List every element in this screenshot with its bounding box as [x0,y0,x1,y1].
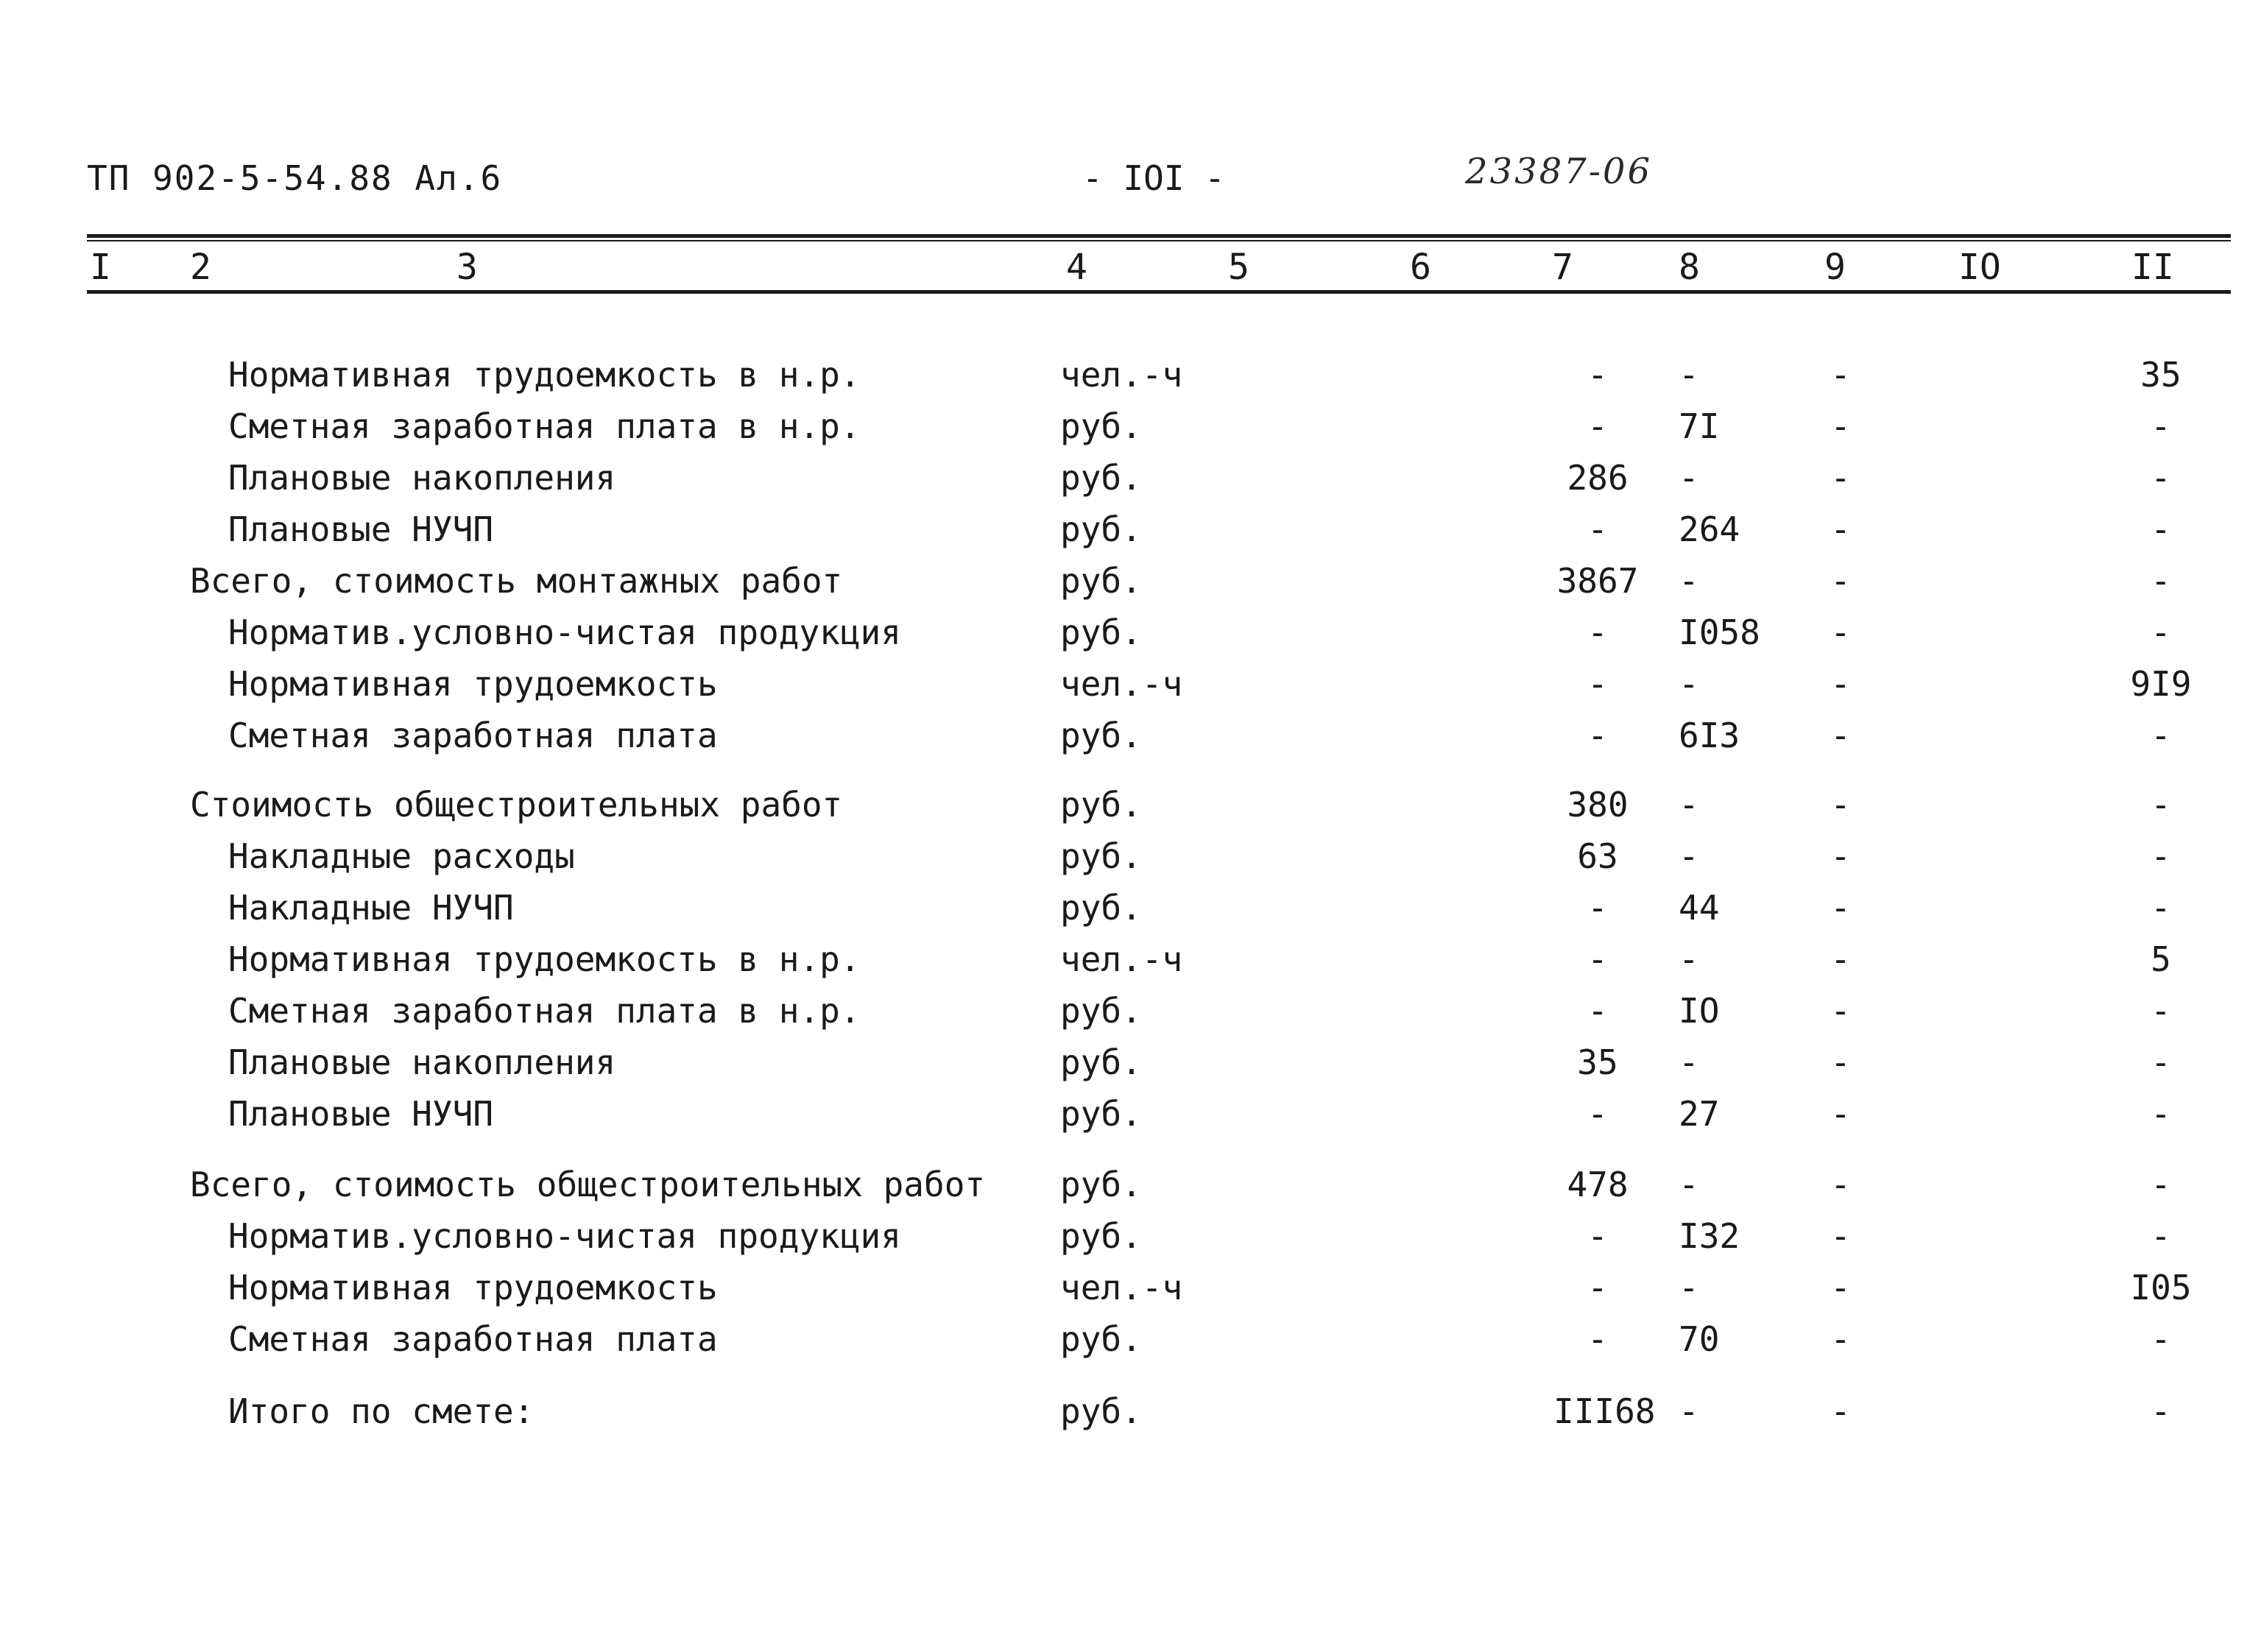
page-number: - IOI - [1082,158,1225,198]
row-col11-value: - [2151,785,2171,825]
row-name: Нормативная трудоемкость в н.р. [228,939,861,979]
row-name: Плановые накопления [228,458,616,498]
document-code: ТП 902-5-54.88 Ал.6 [87,158,503,198]
table-row [0,888,2261,939]
row-col9-value: - [1830,836,1851,876]
row-unit: руб. [1060,561,1142,601]
row-col8-value: - [1679,1268,1699,1307]
column-header: 8 [1679,247,1700,288]
table-row [0,1165,2261,1216]
row-col7-value: 35 [1577,1042,1618,1082]
row-name: Норматив.условно-чистая продукция [228,1216,901,1256]
row-col8-value: 264 [1679,509,1740,549]
row-col9-value: - [1830,1319,1851,1359]
row-name: Накладные расходы [228,836,575,876]
row-unit: руб. [1060,1391,1142,1431]
column-header: 7 [1552,247,1573,288]
row-unit: руб. [1060,785,1142,825]
row-unit: руб. [1060,613,1142,652]
table-row [0,406,2261,458]
row-name: Нормативная трудоемкость в н.р. [228,355,861,395]
row-name: Накладные НУЧП [228,888,514,928]
row-col11-value: - [2151,613,2171,652]
row-name: Нормативная трудоемкость [228,664,718,704]
table-row [0,1268,2261,1319]
row-col8-value: - [1679,561,1699,601]
row-col7-value: - [1587,1319,1608,1359]
row-name: Сметная заработная плата в н.р. [228,991,861,1031]
row-col7-value: - [1587,664,1608,704]
row-col9-value: - [1830,991,1851,1031]
row-col8-value: - [1679,355,1699,395]
row-col8-value: - [1679,458,1699,498]
column-header: 3 [456,247,478,288]
row-unit: руб. [1060,991,1142,1031]
row-col7-value: - [1587,406,1608,446]
row-name: Сметная заработная плата в н.р. [228,406,861,446]
row-col11-value: 35 [2140,355,2181,395]
row-col8-value: I32 [1679,1216,1740,1256]
row-col8-value: 6I3 [1679,716,1740,755]
row-col7-value: III68 [1553,1391,1656,1431]
table-row [0,509,2261,561]
row-col11-value: - [2151,888,2171,928]
row-col9-value: - [1830,1094,1851,1134]
row-unit: руб. [1060,888,1142,928]
row-unit: руб. [1060,509,1142,549]
row-unit: руб. [1060,458,1142,498]
table-row [0,1094,2261,1146]
table-row [0,1319,2261,1371]
row-col8-value: - [1679,1391,1699,1431]
row-unit: руб. [1060,1319,1142,1359]
row-col9-value: - [1830,613,1851,652]
row-col11-value: I05 [2130,1268,2192,1307]
row-col8-value: - [1679,939,1699,979]
row-unit: руб. [1060,1042,1142,1082]
row-col9-value: - [1830,1391,1851,1431]
row-col8-value: 44 [1679,888,1720,928]
row-col7-value: - [1587,1268,1608,1307]
row-col8-value: - [1679,1165,1699,1204]
row-col9-value: - [1830,1042,1851,1082]
row-col11-value: - [2151,836,2171,876]
row-col9-value: - [1830,1165,1851,1204]
row-col9-value: - [1830,716,1851,755]
row-unit: руб. [1060,716,1142,755]
row-col8-value: 7I [1679,406,1720,446]
column-header: 4 [1066,247,1087,288]
row-col9-value: - [1830,939,1851,979]
row-col11-value: - [2151,1216,2171,1256]
row-name: Стоимость общестроительных работ [190,785,843,825]
row-col8-value: - [1679,785,1699,825]
row-col9-value: - [1830,561,1851,601]
table-row [0,561,2261,613]
row-col11-value: - [2151,458,2171,498]
row-col7-value: 3867 [1556,561,1639,601]
row-col7-value: 286 [1567,458,1629,498]
row-unit: руб. [1060,1216,1142,1256]
row-col9-value: - [1830,1216,1851,1256]
row-unit: чел.-ч [1060,1268,1183,1307]
row-col9-value: - [1830,355,1851,395]
row-unit: чел.-ч [1060,664,1183,704]
row-name: Плановые накопления [228,1042,616,1082]
row-name: Норматив.условно-чистая продукция [228,613,901,652]
row-col11-value: - [2151,1391,2171,1431]
column-header: IO [1958,247,2001,288]
row-col7-value: 478 [1567,1165,1629,1204]
row-col7-value: 63 [1577,836,1618,876]
row-col11-value: - [2151,561,2171,601]
row-col9-value: - [1830,888,1851,928]
table-row [0,836,2261,888]
column-header: I [90,247,111,288]
row-unit: руб. [1060,406,1142,446]
column-header: 9 [1824,247,1846,288]
row-col7-value: - [1587,1216,1608,1256]
row-col11-value: - [2151,1319,2171,1359]
row-col8-value: I058 [1679,613,1760,652]
row-col11-value: - [2151,1042,2171,1082]
row-col11-value: - [2151,406,2171,446]
row-name: Сметная заработная плата [228,1319,718,1359]
table-row [0,613,2261,664]
row-unit: руб. [1060,1165,1142,1204]
row-col9-value: - [1830,664,1851,704]
table-row [0,991,2261,1042]
row-col7-value: - [1587,716,1608,755]
column-header: 5 [1228,247,1249,288]
row-col7-value: - [1587,939,1608,979]
row-name: Сметная заработная плата [228,716,718,755]
row-col7-value: - [1587,991,1608,1031]
row-col9-value: - [1830,458,1851,498]
row-name: Всего, стоимость общестроительных работ [190,1165,986,1204]
row-col8-value: - [1679,1042,1699,1082]
row-col7-value: 380 [1567,785,1629,825]
row-name: Плановые НУЧП [228,1094,494,1134]
row-col11-value: - [2151,509,2171,549]
row-name: Всего, стоимость монтажных работ [190,561,843,601]
row-col8-value: - [1679,836,1699,876]
column-header: II [2131,247,2174,288]
row-unit: руб. [1060,1094,1142,1134]
row-name: Итого по смете: [228,1391,535,1431]
row-col9-value: - [1830,406,1851,446]
row-name: Плановые НУЧП [228,509,494,549]
row-col8-value: - [1679,664,1699,704]
table-row [0,716,2261,767]
row-col11-value: - [2151,716,2171,755]
table-row [0,1391,2261,1443]
table-row [0,939,2261,991]
table-row [0,664,2261,716]
table-row [0,458,2261,509]
row-col8-value: IO [1679,991,1720,1031]
row-col7-value: - [1587,1094,1608,1134]
row-col11-value: 9I9 [2130,664,2192,704]
row-name: Нормативная трудоемкость [228,1268,718,1307]
row-col11-value: - [2151,1165,2171,1204]
row-unit: чел.-ч [1060,355,1183,395]
row-col8-value: 27 [1679,1094,1720,1134]
handwritten-number: 23387-06 [1465,151,1652,192]
row-col9-value: - [1830,509,1851,549]
row-col7-value: - [1587,888,1608,928]
table-row [0,785,2261,836]
row-unit: руб. [1060,836,1142,876]
row-col7-value: - [1587,355,1608,395]
row-col11-value: 5 [2151,939,2171,979]
column-header: 6 [1410,247,1431,288]
row-col11-value: - [2151,1094,2171,1134]
row-col9-value: - [1830,785,1851,825]
table-row [0,355,2261,406]
row-col7-value: - [1587,509,1608,549]
table-row [0,1042,2261,1094]
row-col11-value: - [2151,991,2171,1031]
row-col8-value: 70 [1679,1319,1720,1359]
column-header: 2 [190,247,211,288]
row-unit: чел.-ч [1060,939,1183,979]
row-col9-value: - [1830,1268,1851,1307]
table-row [0,1216,2261,1268]
row-col7-value: - [1587,613,1608,652]
